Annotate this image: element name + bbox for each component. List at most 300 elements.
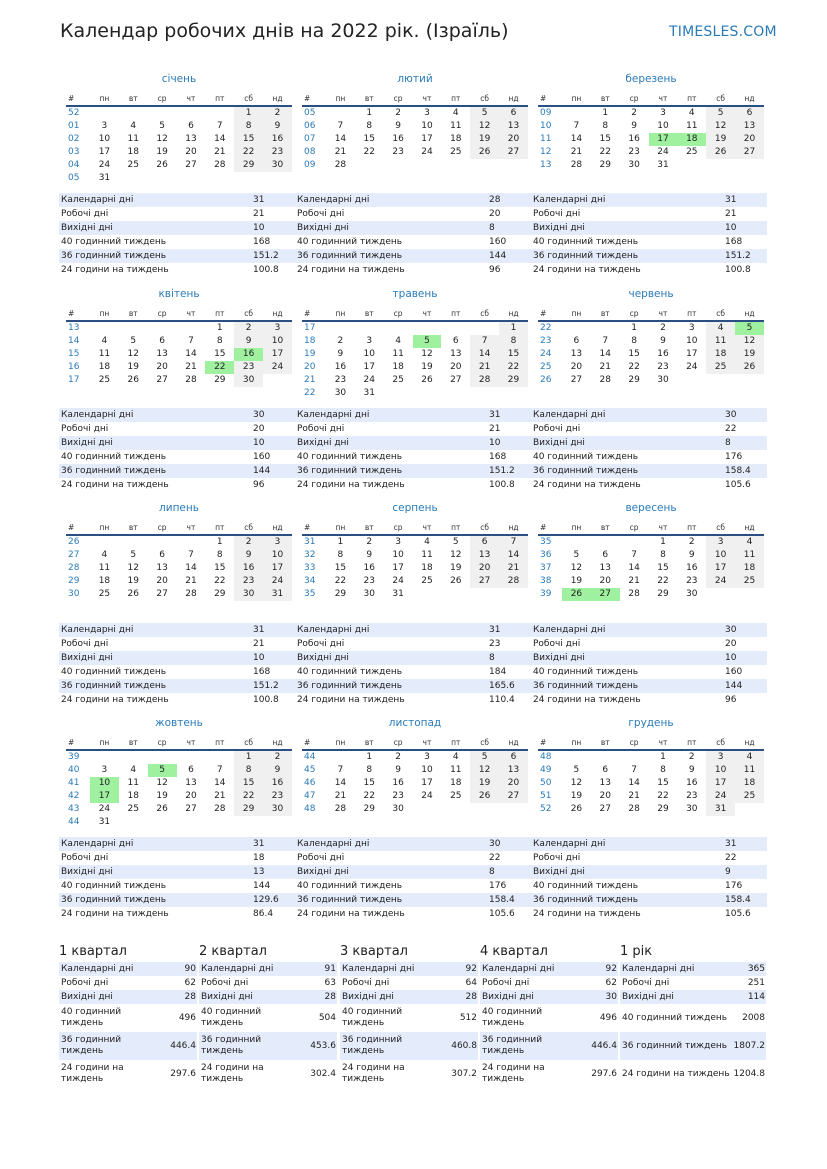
day-cell: 4 (706, 321, 735, 335)
month-calendar (302, 287, 528, 400)
day-cell: 14 (334, 134, 347, 144)
day-cell: 9 (263, 120, 292, 133)
day-cell: 18 (98, 576, 111, 586)
day-cell (119, 321, 148, 335)
day-cell: 29 (363, 804, 375, 814)
day-cell: 26 (735, 361, 764, 374)
week-row (302, 387, 528, 400)
stat-label: Вихідні дні (531, 865, 723, 879)
weekday-header: ср (384, 521, 413, 535)
day-cell: 18 (706, 348, 735, 361)
month-calendar (538, 716, 764, 816)
day-cell: 25 (98, 589, 111, 599)
stat-label: 24 години на тиждень (61, 695, 169, 705)
week-number: 37 (540, 563, 552, 573)
day-cell: 7 (337, 121, 344, 131)
weekday-header: нд (499, 736, 528, 750)
month-name: лютий (397, 73, 433, 85)
day-cell: 27 (185, 160, 197, 170)
week-number: 09 (540, 108, 552, 118)
day-cell: 31 (657, 160, 669, 170)
weekday-header: сб (706, 92, 735, 106)
stat-value: 460.8 (445, 1032, 478, 1060)
day-cell: 6 (470, 535, 499, 549)
day-cell: 4 (101, 550, 108, 560)
stat-label: 24 години на тиждень (61, 480, 169, 490)
stat-label: 36 годинний тиждень (59, 249, 251, 263)
day-cell: 19 (470, 133, 499, 146)
day-cell: 21 (185, 362, 197, 372)
day-cell: 30 (686, 589, 698, 599)
weekday-header: нд (735, 92, 764, 106)
week-number: 19 (304, 349, 316, 359)
stat-value: 160 (253, 452, 271, 462)
day-cell (177, 106, 206, 120)
stat-value: 86.4 (253, 909, 274, 919)
day-cell: 24 (263, 575, 292, 588)
weekday-header: пт (441, 307, 470, 321)
month-calendar (538, 501, 764, 601)
weekday-header: сб (470, 307, 499, 321)
quarter-stats (199, 962, 337, 1088)
stat-label: Календарні дні (59, 408, 251, 422)
day-cell (205, 816, 234, 829)
day-cell: 20 (499, 133, 528, 146)
stat-label: 24 години на тиждень (297, 909, 405, 919)
day-cell: 30 (392, 804, 404, 814)
day-cell: 15 (657, 778, 669, 788)
day-cell (735, 588, 764, 601)
month-calendar (538, 287, 764, 387)
day-cell: 27 (591, 588, 620, 601)
stat-value: 100.8 (489, 480, 515, 490)
day-cell (148, 321, 177, 335)
day-cell: 19 (570, 791, 583, 801)
day-cell: 23 (334, 375, 347, 385)
month-grid (538, 307, 764, 387)
day-cell: 24 (706, 575, 735, 588)
day-cell: 4 (735, 535, 764, 549)
weekday-header: пт (441, 736, 470, 750)
day-cell: 13 (450, 349, 462, 359)
day-cell: 3 (263, 321, 292, 335)
day-cell: 26 (706, 146, 735, 159)
weekday-header: чт (649, 92, 678, 106)
stat-label: Робочі дні (61, 977, 109, 988)
weekday-header: чт (177, 92, 206, 106)
day-cell: 5 (706, 106, 735, 120)
day-cell: 8 (602, 121, 609, 131)
week-number: 41 (68, 778, 80, 788)
day-cell: 9 (234, 549, 263, 562)
day-cell: 18 (392, 362, 404, 372)
stat-value: 31 (251, 837, 295, 851)
weekday-header: пн (90, 307, 119, 321)
day-cell: 3 (660, 108, 666, 118)
day-cell: 21 (499, 562, 528, 575)
stat-label: 36 годинний тиждень (295, 893, 487, 907)
day-cell: 17 (363, 362, 375, 372)
day-cell: 6 (159, 336, 165, 346)
stat-label: Календарні дні (59, 193, 251, 207)
day-cell (562, 321, 591, 335)
day-cell: 15 (599, 134, 611, 144)
weekday-header: пн (562, 736, 591, 750)
day-cell: 9 (395, 765, 401, 775)
stat-label: Вихідні дні (199, 990, 304, 1004)
stat-value: 165.6 (487, 679, 531, 693)
week-row (66, 777, 292, 790)
day-cell: 4 (688, 108, 695, 118)
day-cell (441, 387, 470, 400)
day-cell (413, 159, 442, 172)
stat-value: 31 (723, 193, 767, 207)
day-cell: 30 (657, 375, 669, 385)
month-grid (66, 736, 292, 829)
weekday-header: чт (649, 736, 678, 750)
weekday-header: # (538, 736, 562, 750)
day-cell: 5 (148, 764, 177, 777)
stat-value: 63 (324, 977, 336, 988)
day-cell: 22 (234, 146, 263, 159)
day-cell: 29 (234, 159, 263, 172)
day-cell (677, 159, 706, 172)
weekday-header: вт (119, 736, 148, 750)
day-cell: 28 (185, 375, 197, 385)
day-cell (591, 750, 620, 764)
day-cell: 9 (631, 121, 637, 131)
day-cell: 29 (499, 374, 528, 387)
day-cell: 13 (570, 349, 583, 359)
day-cell: 12 (156, 778, 168, 788)
day-cell: 11 (421, 550, 433, 560)
month-stats (59, 837, 295, 921)
day-cell (326, 321, 355, 335)
day-cell: 22 (334, 576, 347, 586)
day-cell: 26 (127, 375, 139, 385)
stat-label: Робочі дні (297, 853, 345, 863)
week-row (66, 321, 292, 335)
week-number: 02 (68, 134, 80, 144)
week-row (538, 750, 764, 764)
day-cell (562, 750, 591, 764)
day-cell (735, 374, 764, 387)
stat-value: 92 (585, 962, 618, 976)
week-row (302, 106, 528, 120)
week-row (302, 549, 528, 562)
week-row (538, 764, 764, 777)
week-row (538, 549, 764, 562)
stat-value: 8 (487, 865, 531, 879)
week-number: 14 (68, 336, 80, 346)
weekday-header: ср (384, 736, 413, 750)
stat-label: Календарні дні (199, 962, 304, 976)
stat-label: Робочі дні (201, 977, 249, 988)
weekday-header: ср (620, 521, 649, 535)
day-cell: 25 (450, 147, 462, 157)
day-cell: 23 (263, 146, 292, 159)
month-stats (295, 837, 531, 921)
week-row (302, 348, 528, 361)
week-number: 27 (68, 550, 80, 560)
week-number: 12 (540, 147, 552, 157)
day-cell: 29 (628, 375, 640, 385)
day-cell: 17 (98, 147, 111, 157)
day-cell: 18 (735, 562, 764, 575)
day-cell: 25 (98, 375, 111, 385)
day-cell: 20 (185, 147, 197, 157)
week-number: 44 (68, 817, 80, 827)
day-cell: 10 (421, 121, 433, 131)
month-calendar (302, 716, 528, 816)
stat-label: 40 годинний тиждень (61, 1007, 122, 1028)
day-cell (263, 374, 292, 387)
week-number: 22 (540, 323, 552, 333)
week-number: 22 (304, 388, 316, 398)
day-cell: 27 (156, 375, 168, 385)
stat-label: Вихідні дні (620, 990, 732, 1004)
day-cell: 28 (334, 804, 347, 814)
day-cell: 16 (263, 133, 292, 146)
day-cell: 31 (263, 588, 292, 601)
week-number: 51 (540, 791, 552, 801)
day-cell: 13 (185, 134, 197, 144)
month-name: вересень (625, 502, 677, 514)
stat-value: 21 (253, 209, 265, 219)
quarter-title: 4 квартал (480, 944, 548, 959)
stat-value: 129.6 (251, 893, 295, 907)
stat-label: 40 годинний тиждень (61, 881, 167, 891)
day-cell (119, 172, 148, 185)
stat-label: 40 годинний тиждень (482, 1007, 543, 1028)
day-cell: 3 (101, 765, 108, 775)
day-cell: 4 (101, 336, 108, 346)
day-cell: 18 (735, 777, 764, 790)
day-cell: 29 (599, 160, 611, 170)
weekday-header: # (66, 736, 90, 750)
stat-label: 24 години на тиждень (342, 1063, 405, 1084)
day-cell (441, 159, 470, 172)
day-cell: 16 (628, 134, 640, 144)
day-cell: 19 (706, 133, 735, 146)
weekday-header: ср (148, 736, 177, 750)
week-number: 43 (68, 804, 80, 814)
day-cell: 13 (470, 549, 499, 562)
stat-label: 40 годинний тиждень (61, 452, 167, 462)
weekday-header: нд (263, 92, 292, 106)
week-number: 05 (68, 173, 80, 183)
stat-value: 30 (251, 408, 295, 422)
day-cell: 1 (366, 108, 373, 118)
day-cell: 16 (657, 349, 669, 359)
stat-label: Робочі дні (533, 209, 581, 219)
weekday-header: ср (384, 307, 413, 321)
day-cell: 3 (395, 537, 401, 547)
day-cell: 19 (127, 576, 139, 586)
stat-value: 144 (487, 249, 531, 263)
day-cell: 2 (688, 537, 695, 547)
stat-label: 36 годинний тиждень (531, 464, 723, 478)
day-cell: 22 (234, 790, 263, 803)
stat-value: 20 (253, 424, 265, 434)
day-cell: 13 (499, 120, 528, 133)
day-cell (384, 159, 413, 172)
quarter-stats (620, 962, 766, 1088)
week-number: 33 (304, 563, 316, 573)
stat-value: 176 (725, 452, 743, 462)
week-number: 35 (304, 589, 316, 599)
month-name: січень (161, 73, 197, 85)
stat-label: 36 годинний тиждень (59, 1032, 164, 1060)
day-cell: 8 (499, 335, 528, 348)
quarter-title: 1 рік (620, 944, 653, 959)
week-row (66, 549, 292, 562)
site-link[interactable]: TIMESLES.COM (669, 24, 777, 40)
stat-value: 446.4 (164, 1032, 197, 1060)
quarter-stats (340, 962, 478, 1088)
stat-value: 28 (304, 990, 337, 1004)
day-cell: 26 (156, 804, 168, 814)
stat-label: 24 години на тиждень (61, 1063, 124, 1084)
day-cell: 11 (392, 349, 404, 359)
stat-label: Робочі дні (61, 209, 109, 219)
day-cell: 9 (395, 121, 401, 131)
day-cell: 3 (424, 752, 430, 762)
stat-label: 40 годинний тиждень (622, 1012, 728, 1023)
week-number: 39 (68, 752, 80, 762)
weekday-header: пн (326, 307, 355, 321)
day-cell: 1 (216, 537, 223, 547)
day-cell (205, 750, 234, 764)
day-cell: 6 (159, 550, 165, 560)
day-cell: 12 (735, 335, 764, 348)
day-cell (441, 588, 470, 601)
day-cell: 7 (470, 335, 499, 348)
day-cell: 8 (660, 765, 666, 775)
day-cell: 25 (450, 791, 462, 801)
week-number: 11 (540, 134, 552, 144)
day-cell: 20 (156, 576, 168, 586)
day-cell: 26 (127, 589, 139, 599)
month-name: березень (625, 73, 677, 85)
stat-value: 176 (725, 881, 743, 891)
day-cell: 1 (631, 323, 637, 333)
stat-label: Вихідні дні (531, 221, 723, 235)
week-row (302, 588, 528, 601)
day-cell: 12 (421, 349, 433, 359)
week-number: 08 (304, 147, 316, 157)
day-cell: 9 (263, 764, 292, 777)
month-grid (538, 736, 764, 816)
day-cell: 5 (470, 750, 499, 764)
day-cell: 7 (216, 121, 223, 131)
stat-value: 158.4 (487, 893, 531, 907)
day-cell: 20 (570, 362, 583, 372)
weekday-header: нд (735, 736, 764, 750)
day-cell: 5 (130, 336, 137, 346)
day-cell: 10 (263, 549, 292, 562)
day-cell: 9 (234, 335, 263, 348)
day-cell (441, 321, 470, 335)
day-cell: 22 (628, 362, 640, 372)
quarter-title: 3 квартал (340, 944, 408, 959)
day-cell: 23 (686, 576, 698, 586)
stat-label: Робочі дні (61, 853, 109, 863)
week-row (538, 335, 764, 348)
day-cell: 1 (337, 537, 344, 547)
quarter-stats (59, 962, 197, 1088)
day-cell: 25 (706, 361, 735, 374)
week-number: 40 (68, 765, 80, 775)
day-cell: 6 (499, 106, 528, 120)
week-number: 52 (68, 108, 80, 118)
stat-label: Календарні дні (295, 623, 487, 637)
week-row (538, 361, 764, 374)
week-number: 36 (540, 550, 552, 560)
day-cell: 27 (185, 804, 197, 814)
day-cell: 14 (214, 778, 226, 788)
day-cell: 1 (660, 752, 666, 762)
weekday-header: ср (148, 307, 177, 321)
day-cell: 13 (735, 120, 764, 133)
stat-label: Вихідні дні (295, 865, 487, 879)
weekday-header: пт (677, 92, 706, 106)
day-cell: 15 (234, 777, 263, 790)
day-cell: 2 (263, 106, 292, 120)
day-cell (413, 803, 442, 816)
week-number: 10 (540, 121, 552, 131)
day-cell: 4 (130, 765, 137, 775)
day-cell: 5 (470, 106, 499, 120)
day-cell (706, 374, 735, 387)
weekday-header: вт (119, 521, 148, 535)
stat-value: 151.2 (487, 464, 531, 478)
month-calendar (66, 287, 292, 387)
weekday-header: пт (677, 736, 706, 750)
day-cell (148, 172, 177, 185)
stat-label: Вихідні дні (59, 865, 251, 879)
week-number: 13 (540, 160, 552, 170)
stat-value: 105.6 (489, 909, 515, 919)
day-cell: 31 (363, 388, 375, 398)
day-cell: 30 (628, 160, 640, 170)
day-cell: 25 (686, 147, 698, 157)
stat-value: 31 (487, 408, 531, 422)
stat-label: Робочі дні (297, 639, 345, 649)
day-cell: 14 (570, 134, 583, 144)
day-cell: 2 (337, 336, 344, 346)
stat-value: 114 (732, 990, 767, 1004)
day-cell: 11 (706, 335, 735, 348)
day-cell (562, 106, 591, 120)
day-cell: 15 (628, 349, 640, 359)
day-cell: 26 (450, 576, 462, 586)
day-cell: 1 (234, 750, 263, 764)
day-cell: 8 (337, 550, 344, 560)
week-row (66, 133, 292, 146)
day-cell (90, 106, 119, 120)
day-cell: 18 (450, 778, 462, 788)
stat-value: 62 (184, 977, 196, 988)
stat-value: 10 (251, 436, 295, 450)
week-number: 30 (68, 589, 80, 599)
day-cell: 17 (421, 778, 433, 788)
day-cell (234, 816, 263, 829)
stat-value: 31 (723, 837, 767, 851)
weekday-header: # (302, 92, 326, 106)
stat-label: 24 години на тиждень (533, 909, 641, 919)
stat-label: 40 годинний тиждень (297, 881, 403, 891)
